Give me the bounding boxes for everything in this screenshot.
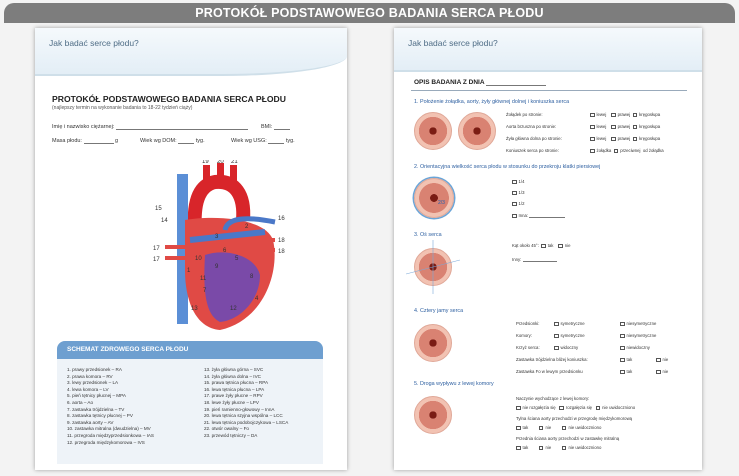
heart-label: 12 [230, 306, 237, 312]
option-label: prawej [617, 112, 631, 117]
usg-field [231, 138, 295, 144]
list-item: 15. prawa tętnica płucna – RPA [204, 380, 269, 386]
option-label: nie rozgałęzia się [522, 405, 556, 410]
patient-name-line [116, 124, 248, 130]
heart-diagram [115, 160, 295, 340]
question-2: 2. Orientacyjna wielkość serca płodu w stosunku do przekroju klatki piersiowej [414, 164, 601, 170]
q2-option [512, 212, 565, 218]
question-4: 4. Cztery jamy serca [414, 308, 464, 314]
q1-options [590, 148, 664, 153]
checkbox[interactable] [656, 370, 661, 375]
row-label: Komory: [516, 333, 532, 338]
option-label: nie uwidoczniono [602, 405, 636, 410]
option-label: tak [522, 445, 529, 450]
q1-row [506, 148, 559, 153]
heart-label: 3 [215, 234, 219, 240]
checkbox[interactable] [590, 125, 595, 130]
checkbox[interactable] [614, 149, 619, 154]
healthy-heart-schema [57, 341, 323, 464]
heart-label: 17 [153, 246, 160, 252]
heart-label: 13 [191, 306, 198, 312]
q5-c-options [516, 445, 601, 450]
checkbox[interactable] [620, 370, 625, 375]
heart-label: 16 [278, 216, 285, 222]
list-item: 1. prawy przedsionek – RA [67, 367, 122, 372]
q5-b-options [516, 425, 601, 430]
checkbox[interactable] [539, 446, 544, 451]
checkbox[interactable] [596, 406, 601, 411]
q1-row [506, 112, 543, 117]
option-label: lewej [596, 124, 607, 129]
option-label: niewidoczny [626, 345, 650, 350]
checkbox[interactable] [633, 137, 638, 142]
checkbox[interactable] [512, 191, 517, 196]
q4-row-options [554, 345, 578, 350]
heart-label: 9 [215, 264, 219, 270]
list-item: 5. pień tętnicy płucnej – MPA [67, 393, 126, 399]
option-label: lewej [596, 136, 607, 141]
option-label: nie [662, 369, 669, 374]
checkbox[interactable] [620, 358, 625, 363]
ultrasound-image [458, 112, 496, 150]
option-label: żołądka [596, 148, 612, 153]
row-label: Żołądek po stronie: [506, 112, 543, 117]
option-label: 1/2 [518, 201, 525, 206]
list-item: 7. zastawka trójdzielna – TV [67, 406, 125, 412]
left-subclavian [230, 165, 237, 190]
heart-label: 10 [195, 256, 202, 262]
checkbox[interactable] [516, 406, 521, 411]
q5-a-options [516, 405, 635, 410]
q1-options [590, 124, 660, 129]
list-item: 2. prawa komora – RV [67, 373, 113, 379]
mass-field [52, 138, 118, 144]
angle-label: Kąt około 45°: [512, 243, 539, 248]
option-label: tak [626, 369, 633, 374]
patient-name-label: Imię i nazwisko ciężarnej: [52, 124, 115, 130]
option-label: 1/3 [518, 190, 525, 195]
checkbox[interactable] [562, 426, 567, 431]
list-item: 8. zastawka tętnicy płucnej – PV [67, 413, 133, 419]
list-item: 13. żyła główna górna – SVC [204, 367, 264, 372]
row-label: Zastawka trójdzielna bliżej koniuszka: [516, 357, 588, 362]
usg-label: Wiek wg USG: [231, 138, 267, 144]
list-item: 11. przegroda międzyprzedsionkowa – IAS [67, 432, 154, 438]
patient-name-field [52, 124, 248, 130]
heart-label: 19 [202, 160, 209, 165]
checkbox[interactable] [539, 426, 544, 431]
option-label: przeciwnej [620, 148, 641, 153]
checkbox[interactable] [633, 125, 638, 130]
heart-label: 17 [153, 257, 160, 263]
option-label: lewej [596, 112, 607, 117]
pulmonary-vein-1 [255, 238, 275, 242]
bmi-label: BMI: [261, 124, 273, 130]
heart-label: 8 [250, 274, 254, 280]
checkbox[interactable] [620, 334, 625, 339]
checkbox[interactable] [559, 406, 564, 411]
q3-angle [512, 243, 570, 248]
list-item: 20. lewa tętnica szyjna wspólna – LCC [204, 413, 283, 419]
checkbox[interactable] [656, 358, 661, 363]
page-header: Jak badać serce płodu? [394, 28, 702, 72]
list-item: 12. przegroda międzykomorowa – IVS [67, 439, 145, 445]
q2-option [512, 190, 524, 195]
heart-label: 7 [203, 288, 207, 294]
question-5: 5. Droga wypływu z lewej komory [414, 381, 494, 387]
option-label: nie uwidoczniono [568, 425, 602, 430]
other-line [523, 256, 557, 262]
list-item: 18. lewe żyły płucne – LPV [204, 399, 259, 405]
q2-option [512, 201, 524, 206]
ultrasound-image [414, 324, 452, 362]
schema-list-right [204, 367, 288, 440]
q5-b: Tylna ściana aorty przechodzi w przegrodę międzykomorową [516, 416, 633, 421]
checkbox[interactable] [562, 446, 567, 451]
dom-label: Wiek wg DOM: [140, 138, 177, 144]
heart-label: 14 [161, 218, 168, 224]
option-label: prawej [617, 124, 631, 129]
option-label: symetryczne [560, 333, 585, 338]
heart-label: 18 [278, 249, 285, 255]
checkbox[interactable] [620, 346, 625, 351]
list-item: 23. przewód tętniczy – DA [204, 432, 258, 438]
bmi-line [274, 124, 290, 130]
dom-unit: tyg. [195, 138, 205, 144]
ultrasound-image [414, 178, 454, 218]
q2-option [512, 179, 524, 184]
checkbox[interactable] [554, 346, 559, 351]
checkbox[interactable] [512, 180, 517, 185]
q5-c: Przednia ściana aorty przechodzi w zastawkę mitralną [516, 436, 620, 441]
heart-label: 20 [217, 160, 224, 165]
q4-row-options [620, 357, 632, 362]
option-label: nie [545, 425, 552, 430]
schema-title: SCHEMAT ZDROWEGO SERCA PŁODU [57, 341, 323, 359]
option-label: tak [522, 425, 529, 430]
row-label: Koniuszek serca po stronie: [506, 148, 559, 153]
q4-row-options [656, 369, 668, 374]
heart-label: 18 [278, 238, 285, 244]
list-item: 9. zastawka aorty – AV [67, 419, 114, 425]
list-item: 10. zastawka mitralna (dwudzielna) – MV [67, 426, 151, 432]
checkbox[interactable] [558, 244, 563, 249]
heart-label: 11 [200, 276, 207, 282]
q4-row-options [554, 321, 585, 326]
checkbox[interactable] [611, 125, 616, 130]
other-line [529, 212, 565, 218]
option-label: prawej [617, 136, 631, 141]
other-label: Inny: [512, 257, 522, 262]
q4-row-options [554, 333, 585, 338]
question-1: 1. Położenie żołądka, aorty, żyły głównej dolnej i koniuszka serca [414, 99, 570, 105]
option-label: rozgałęzia się [565, 405, 593, 410]
option-label: nie [662, 357, 669, 362]
usg-line [268, 138, 284, 144]
exam-date-line [486, 80, 546, 86]
list-item: 16. lewa tętnica płucna – LPA [204, 386, 265, 392]
option-label: nie [564, 243, 571, 248]
option-label: 1/4 [518, 179, 525, 184]
banner-title: PROTOKÓŁ PODSTAWOWEGO BADANIA SERCA PŁODU [4, 3, 735, 23]
q4-row [516, 345, 540, 350]
q1-options [590, 112, 660, 117]
checkbox[interactable] [633, 113, 638, 118]
divider [411, 90, 687, 91]
q5-a: Naczynie wychodzące z lewej komory: [516, 396, 590, 401]
q4-row [516, 321, 539, 326]
q4-row-options [620, 369, 632, 374]
list-item: 22. otwór owalny – Fo [204, 426, 249, 432]
question-3: 3. Oś serca [414, 232, 442, 238]
q1-options [590, 136, 660, 141]
innominate-artery [203, 165, 210, 190]
checkbox[interactable] [611, 113, 616, 118]
heart-label: 2 [245, 224, 249, 230]
dom-line [178, 138, 194, 144]
checkbox[interactable] [512, 214, 517, 219]
option-label: tak [547, 243, 554, 248]
q4-row [516, 357, 588, 362]
page-exam-description [394, 28, 702, 470]
option-label: kręgosłupa [639, 136, 661, 141]
mass-label: Masa płodu: [52, 138, 82, 144]
exam-date-label: OPIS BADANIA Z DNIA [414, 79, 485, 86]
checkbox[interactable] [590, 137, 595, 142]
checkbox[interactable] [611, 137, 616, 142]
checkbox[interactable] [590, 113, 595, 118]
list-item: 4. lewa komora – LV [67, 386, 109, 392]
row-label: Zastawka Fo w lewym przedsionku [516, 369, 583, 374]
heart-label: 1 [187, 268, 191, 274]
checkbox[interactable] [541, 244, 546, 249]
checkbox[interactable] [516, 426, 521, 431]
option-label: od żołądka [642, 148, 664, 153]
checkbox[interactable] [590, 149, 595, 154]
heart-label: 21 [231, 160, 238, 165]
row-label: Żyła główna dolna po stronie: [506, 136, 562, 141]
usg-unit: tyg. [285, 138, 295, 144]
axis-overlay [406, 240, 460, 294]
pulmonary-vein-3 [165, 245, 187, 249]
row-label: Przedsionki: [516, 321, 540, 326]
left-carotid [217, 163, 224, 187]
ratio-label: 2/3 [438, 200, 445, 206]
q4-row-options [620, 345, 650, 350]
checkbox[interactable] [620, 322, 625, 327]
exam-date-heading [414, 79, 546, 86]
ultrasound-image [414, 396, 452, 434]
page-protocol [35, 28, 347, 470]
q1-row [506, 124, 556, 129]
heart-label: 6 [223, 248, 227, 254]
bmi-field [261, 124, 290, 130]
schema-list-left [67, 367, 154, 446]
checkbox[interactable] [512, 202, 517, 207]
option-label: nie [545, 445, 552, 450]
q4-row-options [656, 357, 668, 362]
mass-line [84, 138, 114, 144]
heart-label: 15 [155, 206, 162, 212]
option-label: kręgosłupa [639, 112, 661, 117]
option-label: Inna: [518, 212, 529, 218]
pulmonary-vein-4 [165, 256, 187, 260]
protocol-subtitle: (najlepszy termin na wykonanie badania to 18-22 tydzień ciąży) [52, 105, 193, 111]
pulmonary-vein-2 [255, 248, 275, 252]
list-item: 14. żyła główna dolna – IVC [204, 373, 261, 379]
option-label: niesymetryczne [626, 333, 657, 338]
option-label: nie uwidoczniono [568, 445, 602, 450]
list-item: 17. prawe żyły płucne – RPV [204, 393, 263, 399]
q1-row [506, 136, 562, 141]
option-label: tak [626, 357, 633, 362]
list-item: 6. aorta – Ao [67, 399, 94, 405]
row-label: Aorta brzuszna po stronie: [506, 124, 557, 129]
q3-other [512, 256, 557, 262]
page-header: Jak badać serce płodu? [35, 28, 347, 76]
q4-row [516, 333, 532, 338]
q4-row-options [620, 333, 656, 338]
q4-row [516, 369, 583, 374]
heart-label: 4 [255, 296, 259, 302]
protocol-title: PROTOKÓŁ PODSTAWOWEGO BADANIA SERCA PŁODU [52, 94, 286, 104]
checkbox[interactable] [554, 334, 559, 339]
checkbox[interactable] [516, 446, 521, 451]
list-item: 19. pień ramienno-głowowy – InnA [204, 406, 275, 412]
option-label: niesymetryczne [626, 321, 657, 326]
option-label: widoczny [560, 345, 579, 350]
option-label: kręgosłupa [639, 124, 661, 129]
row-label: Krzyż serca: [516, 345, 540, 350]
ultrasound-image [414, 112, 452, 150]
checkbox[interactable] [554, 322, 559, 327]
q4-row-options [620, 321, 656, 326]
list-item: 3. lewy przedsionek – LA [67, 380, 119, 386]
option-label: symetryczne [560, 321, 585, 326]
mass-unit: g [115, 138, 119, 144]
list-item: 21. lewa tętnica podobojczykowa – LSCA [204, 419, 289, 425]
heart-label: 5 [235, 256, 239, 262]
dom-field [140, 138, 205, 144]
